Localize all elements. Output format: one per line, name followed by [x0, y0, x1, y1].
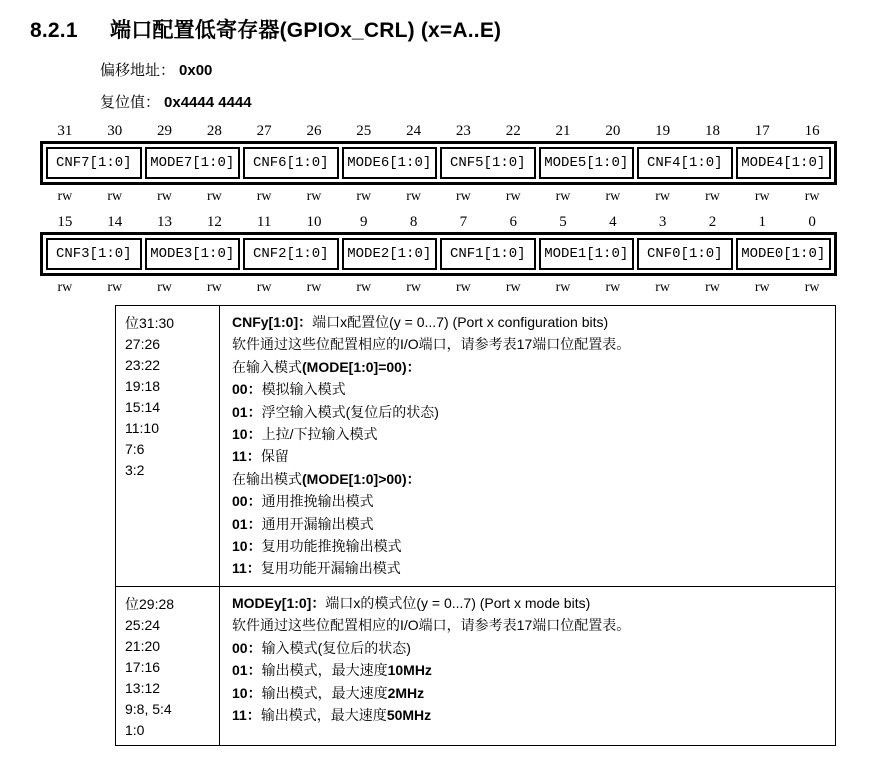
bit-number: 18	[704, 123, 720, 139]
access-type-label: rw	[804, 280, 820, 295]
bit-range: 23:22	[125, 357, 161, 373]
register-field-cell: MODE4[1:0]	[736, 147, 832, 179]
text-segment: 2MHz	[387, 684, 425, 701]
access-type-label: rw	[157, 280, 172, 295]
access-type-label: rw	[505, 189, 521, 204]
text-segment: CNFy[1:0]：	[232, 314, 313, 330]
text-segment: 10MHz	[387, 662, 432, 679]
bit-number: 2	[708, 214, 717, 230]
reset-value-line	[100, 91, 870, 112]
bit-range: 17:16	[125, 658, 161, 675]
register-field-cell: CNF4[1:0]	[637, 147, 733, 179]
text-segment: 模拟输入模式	[261, 381, 346, 398]
bit-number: 11	[256, 214, 272, 230]
description-line	[232, 592, 829, 614]
register-fields-table	[40, 141, 837, 185]
bit-description-table-body	[116, 306, 836, 746]
text-segment: 00：	[232, 493, 262, 510]
page-title: 端口配置低寄存器(GPIOx_CRL) (x=A..E)	[110, 19, 502, 42]
bit-number: 22	[505, 123, 521, 139]
bit-number: 16	[804, 123, 820, 139]
register-field-cell: CNF1[1:0]	[440, 238, 536, 270]
text-segment: (MODE[1:0]>00)：	[302, 470, 421, 487]
bit-range: 11:10	[125, 420, 159, 436]
text-segment: 11：	[232, 706, 261, 723]
text-segment: MODEy[1:0]：	[232, 594, 326, 611]
register-field-cell: MODE1[1:0]	[539, 238, 635, 270]
register-fields-row	[46, 238, 831, 270]
access-type-row	[40, 189, 837, 205]
bit-range: 19:18	[125, 378, 161, 394]
register-fields-table	[40, 232, 837, 276]
bit-range-cell	[116, 306, 220, 587]
text-segment: 保留	[260, 448, 289, 465]
description-line	[232, 468, 829, 490]
text-segment: 01：	[232, 403, 262, 420]
offset-address-label: 偏移地址：	[100, 63, 176, 79]
description-line	[232, 535, 829, 557]
text-segment: 通用开漏输出模式	[261, 515, 374, 532]
access-type-label: rw	[754, 189, 770, 204]
text-segment: 50MHz	[386, 706, 432, 723]
register-field-cell: MODE3[1:0]	[145, 238, 241, 270]
bit-number: 6	[509, 214, 517, 230]
access-type-label: rw	[406, 189, 421, 204]
bit-number: 3	[658, 214, 667, 230]
description-line	[232, 356, 829, 378]
access-type-label: rw	[107, 189, 123, 204]
description-cell	[220, 306, 836, 587]
bit-number: 29	[157, 123, 173, 139]
bit-range: 21:20	[125, 637, 161, 654]
register-field-cell: CNF0[1:0]	[637, 238, 733, 270]
bit-number: 21	[555, 123, 571, 139]
bit-range: 27:26	[125, 336, 161, 352]
register-fields-body	[46, 147, 831, 179]
bit-number: 30	[107, 123, 123, 139]
bit-range: 9:8, 5:4	[125, 700, 172, 717]
register-diagram-high	[40, 123, 837, 205]
text-segment: 00：	[232, 639, 262, 656]
text-segment: 软件通过这些位配置相应的I/O端口，请参考表17端口位配置表。	[232, 617, 631, 634]
register-field-cell: MODE7[1:0]	[145, 147, 241, 179]
access-type-label: rw	[456, 280, 471, 295]
bit-range: 7:6	[125, 441, 145, 457]
bit-number: 26	[306, 123, 322, 139]
access-type-label: rw	[306, 189, 322, 204]
section-number: 8.2.1	[30, 19, 78, 42]
access-type-label: rw	[107, 280, 123, 295]
access-type-label: rw	[754, 280, 770, 295]
bit-number: 14	[107, 214, 123, 230]
bit-number: 4	[609, 214, 617, 230]
text-segment: 10：	[232, 684, 262, 701]
description-row	[116, 306, 836, 587]
access-type-label: rw	[157, 189, 172, 204]
bit-range: 1:0	[125, 721, 145, 738]
text-segment: 软件通过这些位配置相应的I/O端口，请参考表17端口位配置表。	[232, 336, 631, 353]
bit-number: 17	[754, 123, 770, 139]
bit-range: 25:24	[125, 616, 161, 633]
bit-number: 19	[655, 123, 671, 139]
bit-range: 3:2	[125, 462, 145, 478]
description-line	[232, 614, 829, 636]
access-type-label: rw	[705, 189, 720, 204]
text-segment: 复用功能开漏输出模式	[260, 560, 401, 577]
text-segment: 00：	[232, 381, 262, 398]
description-line	[232, 490, 829, 512]
description-row	[116, 586, 836, 745]
register-info	[100, 59, 870, 112]
text-segment: 通用推挽输出模式	[261, 493, 374, 510]
access-type-label: rw	[505, 280, 521, 295]
text-segment: 输出模式，最大速度	[260, 706, 387, 723]
bit-number: 13	[157, 214, 173, 230]
access-type-label: rw	[356, 189, 372, 204]
text-segment: 01：	[232, 515, 262, 532]
text-segment: 输入模式(复位后的状态)	[261, 639, 411, 656]
bit-number: 28	[206, 123, 222, 139]
access-type-label: rw	[655, 280, 671, 295]
register-field-cell: MODE5[1:0]	[539, 147, 635, 179]
access-type-label: rw	[306, 280, 322, 295]
access-type-label: rw	[605, 189, 621, 204]
register-field-cell: CNF7[1:0]	[46, 147, 142, 179]
access-type-label: rw	[57, 280, 73, 295]
text-segment: 11：	[232, 448, 261, 465]
access-type-row	[40, 280, 837, 296]
text-segment: (MODE[1:0]=00)：	[302, 358, 421, 375]
bit-number: 9	[360, 214, 368, 230]
access-type-label: rw	[555, 189, 571, 204]
access-type-label: rw	[406, 280, 421, 295]
access-type-label: rw	[555, 280, 571, 295]
bit-number: 23	[455, 123, 471, 139]
description-line	[232, 378, 829, 400]
bit-numbers-row	[40, 123, 837, 140]
bit-number: 24	[406, 123, 422, 139]
access-type-label: rw	[456, 189, 471, 204]
register-fields-body	[46, 238, 831, 270]
text-segment: 在输出模式	[232, 470, 302, 487]
access-type-label: rw	[605, 280, 621, 295]
bit-range: 15:14	[125, 399, 161, 415]
register-field-cell: CNF2[1:0]	[243, 238, 339, 270]
reset-value-label: 复位值：	[100, 95, 161, 111]
text-segment: 输出模式，最大速度	[261, 684, 388, 701]
access-type-label: rw	[206, 189, 222, 204]
bit-range-cell	[116, 586, 220, 745]
bit-number: 5	[559, 214, 567, 230]
text-segment: 11：	[232, 560, 261, 577]
description-line	[232, 557, 829, 579]
bit-range: 位31:30	[125, 315, 175, 331]
register-fields-row	[46, 147, 831, 179]
bit-numbers-row	[40, 214, 837, 231]
bit-number: 7	[459, 214, 468, 230]
description-line	[232, 401, 829, 423]
description-line	[232, 637, 829, 659]
text-segment: 复用功能推挽输出模式	[261, 538, 402, 555]
register-diagram-low	[40, 214, 837, 296]
register-field-cell: MODE0[1:0]	[736, 238, 832, 270]
description-line	[232, 423, 829, 445]
bit-number: 8	[409, 214, 418, 230]
bit-range: 13:12	[125, 679, 161, 696]
text-segment: 10：	[232, 538, 262, 555]
register-field-cell: MODE6[1:0]	[342, 147, 438, 179]
text-segment: 01：	[232, 662, 262, 679]
bit-number: 0	[808, 214, 816, 230]
access-type-label: rw	[206, 280, 222, 295]
access-type-label: rw	[57, 189, 73, 204]
bit-number: 31	[57, 123, 73, 139]
bit-number: 1	[758, 214, 767, 230]
text-segment: 上拉/下拉输入模式	[261, 426, 378, 443]
register-field-cell: CNF6[1:0]	[243, 147, 339, 179]
access-type-label: rw	[804, 189, 820, 204]
description-line	[232, 659, 829, 681]
description-line	[232, 513, 829, 535]
description-line	[232, 333, 829, 355]
bit-number: 25	[356, 123, 372, 139]
bit-number: 10	[306, 214, 322, 230]
text-segment: 10：	[232, 426, 262, 443]
bit-number: 15	[57, 214, 73, 230]
register-field-cell: CNF5[1:0]	[440, 147, 536, 179]
access-type-label: rw	[705, 280, 720, 295]
text-segment: 浮空输入模式(复位后的状态)	[261, 403, 439, 420]
register-field-cell: CNF3[1:0]	[46, 238, 142, 270]
description-cell	[220, 586, 836, 745]
offset-address-line	[100, 59, 870, 80]
reset-value-value: 0x4444 4444	[164, 94, 252, 111]
register-bit-diagrams	[40, 123, 837, 296]
description-line	[232, 311, 829, 333]
bit-number: 20	[605, 123, 621, 139]
register-field-cell: MODE2[1:0]	[342, 238, 438, 270]
bit-description-table	[115, 305, 836, 746]
offset-address-value: 0x00	[179, 62, 213, 79]
access-type-label: rw	[256, 189, 272, 204]
bit-range: 位29:28	[125, 595, 175, 612]
description-line	[232, 682, 829, 704]
access-type-label: rw	[356, 280, 372, 295]
access-type-label: rw	[655, 189, 671, 204]
text-segment: 端口x的模式位(y = 0...7) (Port x mode bits)	[325, 594, 591, 611]
text-segment: 输出模式，最大速度	[261, 662, 388, 679]
description-line	[232, 445, 829, 467]
description-line	[232, 704, 829, 726]
text-segment: 端口x配置位(y = 0...7) (Port x configuration bits)	[312, 314, 609, 330]
text-segment: 在输入模式	[232, 358, 302, 375]
document-page	[0, 14, 870, 760]
section-heading	[30, 14, 870, 44]
bit-number: 27	[256, 123, 272, 139]
bit-number: 12	[206, 214, 222, 230]
access-type-label: rw	[256, 280, 272, 295]
